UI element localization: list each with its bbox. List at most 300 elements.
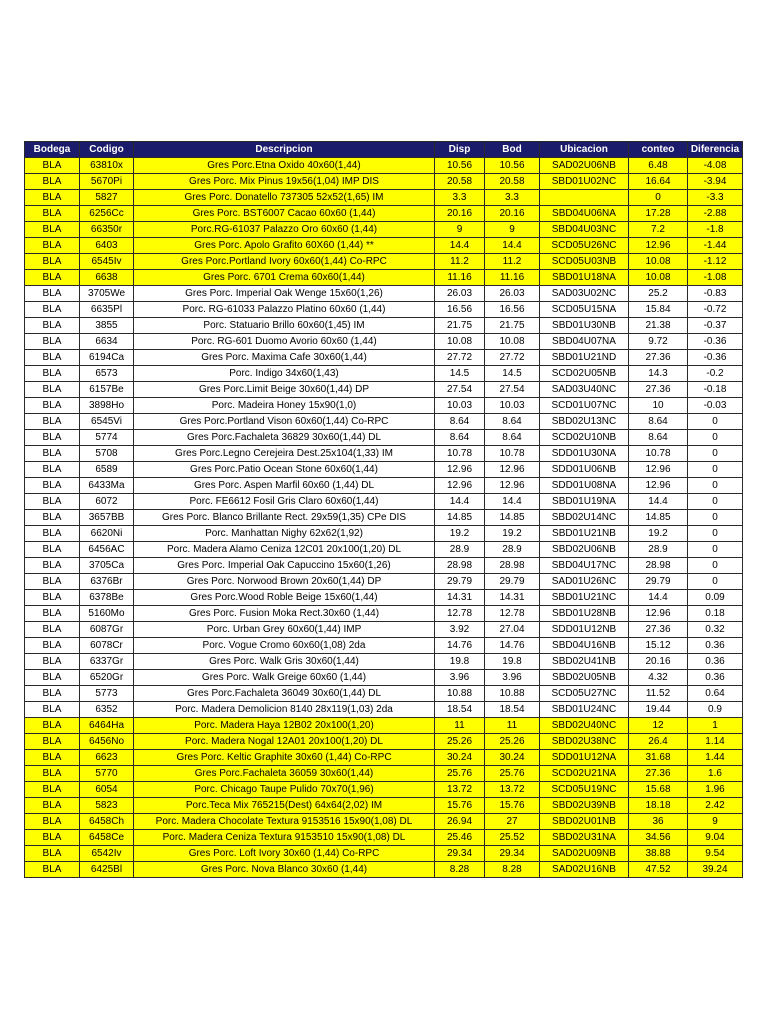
table-cell-ubicacion: SAD03U02NC: [540, 286, 629, 302]
table-row: [25, 702, 743, 718]
table-cell-bodega: BLA: [25, 734, 80, 750]
table-cell-descripcion: Porc. Statuario Brillo 60x60(1,45) IM: [134, 318, 435, 334]
table-cell-conteo: 8.64: [629, 430, 688, 446]
table-cell-descripcion: Gres Porc. Nova Blanco 30x60 (1,44): [134, 862, 435, 878]
table-row: [25, 430, 743, 446]
table-cell-bodega: BLA: [25, 462, 80, 478]
column-header-conteo: conteo: [629, 142, 688, 158]
table-cell-ubicacion: SCD02U05NB: [540, 366, 629, 382]
table-cell-disp: 14.31: [435, 590, 485, 606]
table-cell-diferencia: -1.44: [688, 238, 743, 254]
table-cell-bodega: BLA: [25, 606, 80, 622]
table-cell-codigo: 5670Pi: [80, 174, 134, 190]
table-cell-bodega: BLA: [25, 510, 80, 526]
column-header-descripcion: Descripcion: [134, 142, 435, 158]
table-row: [25, 542, 743, 558]
table-cell-ubicacion: SBD02U14NC: [540, 510, 629, 526]
table-cell-conteo: 28.9: [629, 542, 688, 558]
table-cell-conteo: 47.52: [629, 862, 688, 878]
table-cell-conteo: 28.98: [629, 558, 688, 574]
table-cell-diferencia: 0.36: [688, 654, 743, 670]
table-cell-conteo: 14.4: [629, 590, 688, 606]
table-row: [25, 798, 743, 814]
table-cell-ubicacion: SCD05U15NA: [540, 302, 629, 318]
table-cell-codigo: 6403: [80, 238, 134, 254]
table-cell-bodega: BLA: [25, 286, 80, 302]
column-header-diferencia: Diferencia: [688, 142, 743, 158]
table-cell-conteo: 31.68: [629, 750, 688, 766]
table-cell-diferencia: -4.08: [688, 158, 743, 174]
table-cell-bod: 3.3: [485, 190, 540, 206]
table-cell-conteo: 14.85: [629, 510, 688, 526]
table-cell-conteo: 36: [629, 814, 688, 830]
table-cell-codigo: 3705Ca: [80, 558, 134, 574]
table-cell-ubicacion: SBD02U31NA: [540, 830, 629, 846]
table-cell-disp: 11.16: [435, 270, 485, 286]
table-cell-codigo: 6054: [80, 782, 134, 798]
table-cell-codigo: 6542Iv: [80, 846, 134, 862]
table-cell-bod: 29.79: [485, 574, 540, 590]
table-cell-bod: 30.24: [485, 750, 540, 766]
table-cell-diferencia: -0.37: [688, 318, 743, 334]
table-cell-disp: 9: [435, 222, 485, 238]
table-cell-ubicacion: SBD04U16NB: [540, 638, 629, 654]
table-cell-codigo: 6456No: [80, 734, 134, 750]
table-cell-bodega: BLA: [25, 366, 80, 382]
table-cell-ubicacion: SBD04U03NC: [540, 222, 629, 238]
table-cell-bod: 14.85: [485, 510, 540, 526]
table-cell-codigo: 6376Br: [80, 574, 134, 590]
table-row: [25, 350, 743, 366]
table-cell-codigo: 6337Gr: [80, 654, 134, 670]
table-row: [25, 750, 743, 766]
table-cell-conteo: 21.38: [629, 318, 688, 334]
table-cell-descripcion: Porc. Madera Demolicion 8140 28x119(1,03) 2da: [134, 702, 435, 718]
table-cell-descripcion: Gres Porc. Imperial Oak Wenge 15x60(1,26): [134, 286, 435, 302]
table-cell-bodega: BLA: [25, 382, 80, 398]
table-cell-descripcion: Gres Porc. BST6007 Cacao 60x60 (1,44): [134, 206, 435, 222]
table-cell-bod: 26.03: [485, 286, 540, 302]
table-cell-bod: 19.8: [485, 654, 540, 670]
table-cell-ubicacion: SBD01U21NC: [540, 590, 629, 606]
table-cell-conteo: 29.79: [629, 574, 688, 590]
table-cell-diferencia: -0.36: [688, 334, 743, 350]
table-cell-conteo: 12.96: [629, 478, 688, 494]
table-cell-bodega: BLA: [25, 782, 80, 798]
table-row: [25, 654, 743, 670]
table-cell-ubicacion: SBD01U21NB: [540, 526, 629, 542]
table-cell-codigo: 6520Gr: [80, 670, 134, 686]
table-cell-descripcion: Porc. Urban Grey 60x60(1,44) IMP: [134, 622, 435, 638]
table-cell-bodega: BLA: [25, 270, 80, 286]
table-cell-descripcion: Gres Porc. Imperial Oak Capuccino 15x60(1,26): [134, 558, 435, 574]
table-cell-ubicacion: SBD01U02NC: [540, 174, 629, 190]
table-cell-conteo: 12.96: [629, 238, 688, 254]
table-cell-bod: 15.76: [485, 798, 540, 814]
table-cell-diferencia: 0.36: [688, 638, 743, 654]
table-cell-codigo: 6458Ce: [80, 830, 134, 846]
table-cell-bodega: BLA: [25, 814, 80, 830]
table-cell-descripcion: Gres Porc.Patio Ocean Stone 60x60(1,44): [134, 462, 435, 478]
table-cell-diferencia: 0: [688, 510, 743, 526]
table-cell-descripcion: Gres Porc.Fachaleta 36049 30x60(1,44) DL: [134, 686, 435, 702]
table-cell-disp: 8.28: [435, 862, 485, 878]
table-cell-ubicacion: SCD01U07NC: [540, 398, 629, 414]
table-row: [25, 638, 743, 654]
table-cell-bod: 25.76: [485, 766, 540, 782]
table-cell-diferencia: -0.18: [688, 382, 743, 398]
table-row: [25, 270, 743, 286]
table-cell-ubicacion: SBD04U07NA: [540, 334, 629, 350]
table-cell-ubicacion: SDD01U12NB: [540, 622, 629, 638]
table-row: [25, 206, 743, 222]
table-cell-disp: 12.78: [435, 606, 485, 622]
table-row: [25, 318, 743, 334]
table-cell-bod: 27.04: [485, 622, 540, 638]
table-cell-bod: 18.54: [485, 702, 540, 718]
table-cell-conteo: 27.36: [629, 622, 688, 638]
table-cell-bod: 13.72: [485, 782, 540, 798]
table-cell-conteo: 14.3: [629, 366, 688, 382]
table-row: [25, 510, 743, 526]
column-header-bod: Bod: [485, 142, 540, 158]
table-cell-diferencia: 0: [688, 478, 743, 494]
table-cell-disp: 3.96: [435, 670, 485, 686]
table-cell-ubicacion: SBD01U30NB: [540, 318, 629, 334]
table-cell-descripcion: Gres Porc.Wood Roble Beige 15x60(1,44): [134, 590, 435, 606]
table-cell-diferencia: 0: [688, 446, 743, 462]
table-cell-codigo: 6087Gr: [80, 622, 134, 638]
table-row: [25, 686, 743, 702]
table-cell-conteo: 12.96: [629, 606, 688, 622]
table-cell-bod: 27.72: [485, 350, 540, 366]
inventory-table: [24, 141, 743, 878]
table-cell-conteo: 9.72: [629, 334, 688, 350]
table-cell-bod: 27.54: [485, 382, 540, 398]
table-cell-codigo: 66350r: [80, 222, 134, 238]
table-row: [25, 286, 743, 302]
table-cell-conteo: 19.44: [629, 702, 688, 718]
table-cell-conteo: 11.52: [629, 686, 688, 702]
table-cell-bodega: BLA: [25, 542, 80, 558]
table-cell-conteo: 38.88: [629, 846, 688, 862]
table-cell-descripcion: Porc. Madera Nogal 12A01 20x100(1,20) DL: [134, 734, 435, 750]
table-row: [25, 830, 743, 846]
table-cell-bodega: BLA: [25, 638, 80, 654]
table-cell-disp: 11.2: [435, 254, 485, 270]
table-cell-conteo: 26.4: [629, 734, 688, 750]
table-cell-descripcion: Gres Porc.Portland Vison 60x60(1,44) Co-RPC: [134, 414, 435, 430]
table-cell-conteo: 27.36: [629, 350, 688, 366]
table-cell-bodega: BLA: [25, 574, 80, 590]
table-cell-conteo: 12: [629, 718, 688, 734]
table-cell-codigo: 5160Mo: [80, 606, 134, 622]
table-row: [25, 398, 743, 414]
table-row: [25, 670, 743, 686]
table-cell-conteo: 27.36: [629, 766, 688, 782]
table-cell-bod: 21.75: [485, 318, 540, 334]
table-cell-diferencia: 0: [688, 462, 743, 478]
table-row: [25, 526, 743, 542]
table-cell-bod: 19.2: [485, 526, 540, 542]
table-cell-diferencia: 39.24: [688, 862, 743, 878]
table-cell-bod: 10.56: [485, 158, 540, 174]
table-cell-diferencia: 1.6: [688, 766, 743, 782]
table-cell-ubicacion: SBD04U06NA: [540, 206, 629, 222]
table-cell-ubicacion: SBD04U17NC: [540, 558, 629, 574]
table-cell-codigo: 5774: [80, 430, 134, 446]
header-row: [25, 142, 743, 158]
table-cell-bodega: BLA: [25, 590, 80, 606]
table-cell-descripcion: Gres Porc. Aspen Marfil 60x60 (1,44) DL: [134, 478, 435, 494]
table-row: [25, 558, 743, 574]
table-cell-disp: 28.9: [435, 542, 485, 558]
table-cell-conteo: 10: [629, 398, 688, 414]
table-cell-bodega: BLA: [25, 350, 80, 366]
table-cell-diferencia: -0.83: [688, 286, 743, 302]
table-cell-ubicacion: SDD01U30NA: [540, 446, 629, 462]
table-cell-ubicacion: SBD01U28NB: [540, 606, 629, 622]
table-cell-diferencia: -0.72: [688, 302, 743, 318]
table-cell-codigo: 6589: [80, 462, 134, 478]
table-cell-descripcion: Gres Porc. Apolo Grafito 60X60 (1,44) **: [134, 238, 435, 254]
table-cell-descripcion: Gres Porc. Maxima Cafe 30x60(1,44): [134, 350, 435, 366]
table-cell-conteo: 17.28: [629, 206, 688, 222]
table-cell-descripcion: Gres Porc. Blanco Brillante Rect. 29x59(1,35) CPe DIS: [134, 510, 435, 526]
table-cell-codigo: 6573: [80, 366, 134, 382]
table-cell-diferencia: -1.12: [688, 254, 743, 270]
table-cell-bodega: BLA: [25, 526, 80, 542]
table-cell-diferencia: -2.88: [688, 206, 743, 222]
table-row: [25, 494, 743, 510]
table-row: [25, 254, 743, 270]
table-row: [25, 574, 743, 590]
table-cell-bod: 20.58: [485, 174, 540, 190]
table-cell-conteo: 15.68: [629, 782, 688, 798]
table-row: [25, 862, 743, 878]
table-cell-disp: 14.4: [435, 238, 485, 254]
table-cell-codigo: 3657BB: [80, 510, 134, 526]
table-cell-diferencia: -3.94: [688, 174, 743, 190]
table-cell-conteo: 19.2: [629, 526, 688, 542]
table-cell-codigo: 6256Cc: [80, 206, 134, 222]
table-row: [25, 462, 743, 478]
table-cell-ubicacion: SCD05U19NC: [540, 782, 629, 798]
table-cell-descripcion: Gres Porc.Fachaleta 36059 30x60(1,44): [134, 766, 435, 782]
table-row: [25, 222, 743, 238]
table-cell-disp: 10.88: [435, 686, 485, 702]
table-row: [25, 766, 743, 782]
table-cell-disp: 29.34: [435, 846, 485, 862]
table-cell-bod: 14.5: [485, 366, 540, 382]
table-cell-codigo: 6425Bl: [80, 862, 134, 878]
table-cell-conteo: 8.64: [629, 414, 688, 430]
table-cell-diferencia: 0: [688, 430, 743, 446]
table-cell-codigo: 6078Cr: [80, 638, 134, 654]
table-cell-descripcion: Gres Porc. 6701 Crema 60x60(1,44): [134, 270, 435, 286]
table-row: [25, 174, 743, 190]
table-cell-ubicacion: [540, 190, 629, 206]
table-cell-ubicacion: SCD05U27NC: [540, 686, 629, 702]
table-cell-bodega: BLA: [25, 398, 80, 414]
table-cell-disp: 14.5: [435, 366, 485, 382]
table-row: [25, 478, 743, 494]
table-cell-ubicacion: SBD01U21ND: [540, 350, 629, 366]
table-cell-conteo: 10.08: [629, 254, 688, 270]
table-cell-disp: 25.76: [435, 766, 485, 782]
table-cell-descripcion: Porc. Madera Chocolate Textura 9153516 15x90(1,08) DL: [134, 814, 435, 830]
table-cell-descripcion: Gres Porc. Mix Pinus 19x56(1,04) IMP DIS: [134, 174, 435, 190]
table-cell-bodega: BLA: [25, 478, 80, 494]
table-cell-descripcion: Porc.RG-61037 Palazzo Oro 60x60 (1,44): [134, 222, 435, 238]
table-cell-descripcion: Porc. Manhattan Nighy 62x62(1,92): [134, 526, 435, 542]
table-cell-descripcion: Gres Porc. Loft Ivory 30x60 (1,44) Co-RPC: [134, 846, 435, 862]
table-cell-codigo: 3898Ho: [80, 398, 134, 414]
table-cell-conteo: 15.84: [629, 302, 688, 318]
table-cell-disp: 26.94: [435, 814, 485, 830]
table-cell-bodega: BLA: [25, 718, 80, 734]
table-cell-ubicacion: SBD02U41NB: [540, 654, 629, 670]
table-cell-disp: 20.16: [435, 206, 485, 222]
table-cell-descripcion: Porc.Teca Mix 765215(Dest) 64x64(2,02) IM: [134, 798, 435, 814]
table-cell-codigo: 5823: [80, 798, 134, 814]
table-cell-codigo: 3705We: [80, 286, 134, 302]
table-cell-bod: 12.96: [485, 462, 540, 478]
table-cell-ubicacion: SAD03U40NC: [540, 382, 629, 398]
table-cell-bod: 12.78: [485, 606, 540, 622]
table-cell-disp: 30.24: [435, 750, 485, 766]
table-cell-diferencia: 9: [688, 814, 743, 830]
table-row: [25, 302, 743, 318]
table-cell-ubicacion: SBD02U06NB: [540, 542, 629, 558]
table-cell-bod: 25.26: [485, 734, 540, 750]
table-cell-conteo: 10.08: [629, 270, 688, 286]
table-cell-codigo: 5770: [80, 766, 134, 782]
table-cell-disp: 15.76: [435, 798, 485, 814]
table-cell-bod: 16.56: [485, 302, 540, 318]
table-cell-ubicacion: SBD02U40NC: [540, 718, 629, 734]
table-cell-disp: 21.75: [435, 318, 485, 334]
table-cell-diferencia: 0.09: [688, 590, 743, 606]
table-row: [25, 846, 743, 862]
table-cell-bod: 9: [485, 222, 540, 238]
table-cell-bod: 10.08: [485, 334, 540, 350]
table-cell-codigo: 5708: [80, 446, 134, 462]
table-cell-diferencia: 0: [688, 558, 743, 574]
table-cell-bodega: BLA: [25, 414, 80, 430]
table-cell-conteo: 0: [629, 190, 688, 206]
table-cell-bod: 8.64: [485, 414, 540, 430]
table-cell-bodega: BLA: [25, 830, 80, 846]
table-cell-bodega: BLA: [25, 446, 80, 462]
table-cell-disp: 3.3: [435, 190, 485, 206]
table-cell-disp: 28.98: [435, 558, 485, 574]
column-header-ubicacion: Ubicacion: [540, 142, 629, 158]
table-cell-ubicacion: SAD02U09NB: [540, 846, 629, 862]
table-cell-conteo: 27.36: [629, 382, 688, 398]
table-cell-bod: 27: [485, 814, 540, 830]
table-cell-diferencia: -0.03: [688, 398, 743, 414]
table-cell-bodega: BLA: [25, 654, 80, 670]
table-cell-disp: 11: [435, 718, 485, 734]
table-cell-descripcion: Porc. Madeira Honey 15x90(1,0): [134, 398, 435, 414]
table-cell-diferencia: 0: [688, 526, 743, 542]
table-cell-codigo: 6638: [80, 270, 134, 286]
table-cell-bod: 10.78: [485, 446, 540, 462]
table-cell-diferencia: 1.96: [688, 782, 743, 798]
table-cell-diferencia: 1: [688, 718, 743, 734]
table-cell-diferencia: 0: [688, 574, 743, 590]
table-cell-bodega: BLA: [25, 174, 80, 190]
table-cell-disp: 12.96: [435, 462, 485, 478]
table-row: [25, 734, 743, 750]
table-cell-bod: 14.4: [485, 494, 540, 510]
table-cell-codigo: 3855: [80, 318, 134, 334]
table-cell-conteo: 4.32: [629, 670, 688, 686]
table-cell-codigo: 5773: [80, 686, 134, 702]
table-cell-descripcion: Gres Porc.Fachaleta 36829 30x60(1,44) DL: [134, 430, 435, 446]
table-cell-conteo: 16.64: [629, 174, 688, 190]
table-cell-ubicacion: SAD01U26NC: [540, 574, 629, 590]
table-cell-codigo: 6352: [80, 702, 134, 718]
table-cell-diferencia: 0.64: [688, 686, 743, 702]
table-cell-bod: 8.28: [485, 862, 540, 878]
table-cell-conteo: 15.12: [629, 638, 688, 654]
table-cell-ubicacion: SBD01U24NC: [540, 702, 629, 718]
table-cell-descripcion: Gres Porc. Walk Greige 60x60 (1,44): [134, 670, 435, 686]
table-cell-disp: 14.4: [435, 494, 485, 510]
table-row: [25, 238, 743, 254]
table-cell-diferencia: 0.18: [688, 606, 743, 622]
table-cell-disp: 8.64: [435, 430, 485, 446]
table-cell-descripcion: Porc. Chicago Taupe Pulido 70x70(1,96): [134, 782, 435, 798]
table-cell-bod: 10.88: [485, 686, 540, 702]
table-cell-diferencia: 2.42: [688, 798, 743, 814]
table-cell-diferencia: -0.2: [688, 366, 743, 382]
table-cell-ubicacion: SCD05U26NC: [540, 238, 629, 254]
table-cell-bod: 12.96: [485, 478, 540, 494]
table-cell-disp: 27.72: [435, 350, 485, 366]
table-cell-bod: 11.2: [485, 254, 540, 270]
table-cell-codigo: 6635Pl: [80, 302, 134, 318]
table-cell-ubicacion: SBD02U39NB: [540, 798, 629, 814]
table-cell-bod: 3.96: [485, 670, 540, 686]
table-cell-diferencia: 0.36: [688, 670, 743, 686]
table-cell-ubicacion: SDD01U08NA: [540, 478, 629, 494]
table-cell-bod: 25.52: [485, 830, 540, 846]
table-cell-disp: 8.64: [435, 414, 485, 430]
table-header: [25, 142, 743, 158]
table-cell-ubicacion: SBD02U13NC: [540, 414, 629, 430]
table-cell-bodega: BLA: [25, 750, 80, 766]
table-cell-ubicacion: SDD01U06NB: [540, 462, 629, 478]
table-cell-bod: 14.76: [485, 638, 540, 654]
table-cell-codigo: 6545Iv: [80, 254, 134, 270]
table-cell-ubicacion: SBD02U01NB: [540, 814, 629, 830]
table-cell-conteo: 7.2: [629, 222, 688, 238]
table-row: [25, 814, 743, 830]
table-cell-descripcion: Porc. Vogue Cromo 60x60(1,08) 2da: [134, 638, 435, 654]
table-cell-bod: 11.16: [485, 270, 540, 286]
table-row: [25, 190, 743, 206]
table-cell-descripcion: Gres Porc. Donatello 737305 52x52(1,65) IM: [134, 190, 435, 206]
table-cell-ubicacion: SDD01U12NA: [540, 750, 629, 766]
table-cell-bod: 29.34: [485, 846, 540, 862]
table-cell-bodega: BLA: [25, 686, 80, 702]
table-cell-ubicacion: SBD02U38NC: [540, 734, 629, 750]
table-cell-bodega: BLA: [25, 862, 80, 878]
table-cell-conteo: 18.18: [629, 798, 688, 814]
